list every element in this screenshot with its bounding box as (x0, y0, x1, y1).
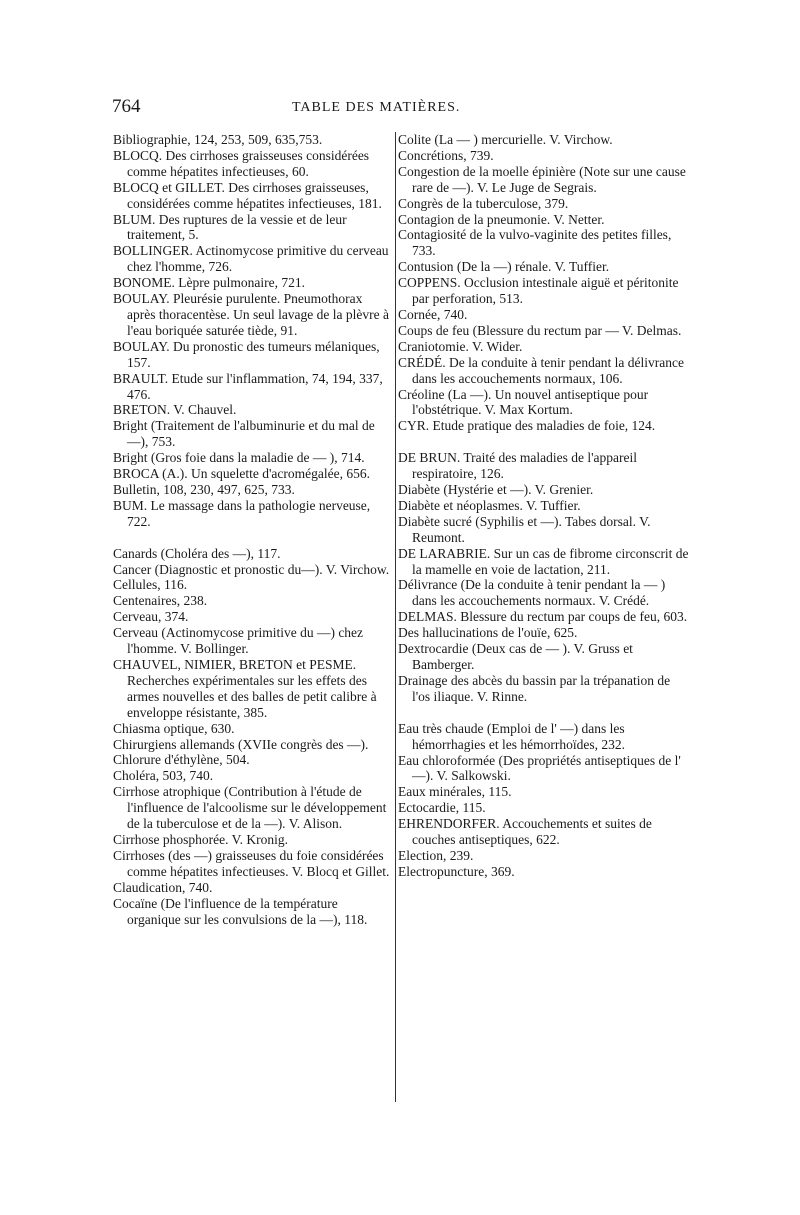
index-entry: Ectocardie, 115. (398, 800, 486, 816)
index-entry: Chiasma optique, 630. (113, 720, 235, 736)
running-title: TABLE DES MATIÈRES. (292, 100, 461, 115)
index-entry: Délivrance (De la conduite à tenir pendant la — ) dans les accouchements normaux. V. Crédé. (398, 577, 666, 609)
index-entry: Des hallucinations de l'ouïe, 625. (398, 625, 578, 641)
index-entry: COPPENS. Occlusion intestinale aiguë et péritonite par perforation, 513. (398, 275, 679, 307)
index-entry: BOULAY. Pleurésie purulente. Pneumothorax après thoracentèse. Un seul lavage de la plèvre à l'eau boriquée saturée tiède, 91. (113, 291, 389, 338)
index-entry: Diabète (Hystérie et —). V. Grenier. (398, 482, 594, 498)
index-entry: Congestion de la moelle épinière (Note sur une cause rare de —). V. Le Juge de Segrais. (398, 163, 686, 195)
index-entry: Cornée, 740. (398, 306, 468, 322)
index-entry: Election, 239. (398, 847, 474, 863)
index-entry: Contusion (De la —) rénale. V. Tuffier. (398, 259, 610, 275)
index-entry: BOLLINGER. Actinomycose primitive du cerveau chez l'homme, 726. (113, 243, 389, 275)
index-entry: BLUM. Des ruptures de la vessie et de leur traitement, 5. (113, 211, 347, 243)
index-entry: Bulletin, 108, 230, 497, 625, 733. (113, 481, 295, 497)
index-entry: Cirrhose phosphorée. V. Kronig. (113, 831, 288, 847)
page-header (112, 96, 692, 120)
index-entry: Cerveau, 374. (113, 609, 189, 625)
index-entry: CYR. Etude pratique des maladies de foie, 124. (398, 418, 656, 434)
index-entry: Electropuncture, 369. (398, 863, 515, 879)
index-entry: Diabète et néoplasmes. V. Tuffier. (398, 497, 581, 513)
index-entry: BONOME. Lèpre pulmonaire, 721. (113, 275, 305, 291)
section-gap (113, 530, 393, 546)
section-gap (398, 434, 690, 450)
index-entry: DELMAS. Blessure du rectum par coups de feu, 603. (398, 609, 688, 625)
index-entry: Canards (Choléra des —), 117. (113, 545, 281, 561)
index-entry: BROCA (A.). Un squelette d'acromégalée, 656. (113, 466, 370, 482)
index-entry: Colite (La — ) mercurielle. V. Virchow. (398, 132, 613, 147)
index-entry: Centenaires, 238. (113, 593, 208, 609)
section-gap (398, 705, 690, 721)
index-entry: Bibliographie, 124, 253, 509, 635,753. (113, 132, 323, 147)
index-entry: BOULAY. Du pronostic des tumeurs mélaniques, 157. (113, 338, 380, 370)
index-entry: Coups de feu (Blessure du rectum par — V. Delmas. (398, 322, 682, 338)
column-divider (395, 132, 396, 1102)
index-entry: Congrès de la tuberculose, 379. (398, 195, 569, 211)
index-entry: Cocaïne (De l'influence de la température organique sur les convulsions de la —), 118. (113, 895, 368, 927)
index-entry: Choléra, 503, 740. (113, 768, 214, 784)
index-entry: DE LARABRIE. Sur un cas de fibrome circonscrit de la mamelle en voie de lactation, 211. (398, 545, 689, 577)
index-entry: Drainage des abcès du bassin par la trépanation de l'os iliaque. V. Rinne. (398, 672, 671, 704)
index-entry: Chlorure d'éthylène, 504. (113, 752, 250, 768)
index-entry: Bright (Gros foie dans la maladie de — ), 714. (113, 450, 365, 466)
index-entry: BLOCQ. Des cirrhoses graisseuses considérées comme hépatites infectieuses, 60. (113, 147, 370, 179)
index-entry: Eaux minérales, 115. (398, 784, 512, 800)
index-entry: BUM. Le massage dans la pathologie nerveuse, 722. (113, 497, 371, 529)
index-entry: Craniotomie. V. Wider. (398, 338, 523, 354)
index-entry: Dextrocardie (Deux cas de — ). V. Gruss et Bamberger. (398, 641, 633, 672)
index-entry: Cerveau (Actinomycose primitive du —) chez l'homme. V. Bollinger. (113, 625, 364, 657)
index-entry: Contagiosité de la vulvo-vaginite des petites filles, 733. (398, 227, 672, 259)
index-entry: Claudication, 740. (113, 879, 213, 895)
index-entry: Eau très chaude (Emploi de l' —) dans les hémorrhagies et les hémorrhoïdes, 232. (398, 720, 625, 752)
index-entry: CHAUVEL, NIMIER, BRETON et PESME. Recherches expérimentales sur les effets des armes nouvelles et des balles de petit calibre à enveloppe résistante, 385. (113, 657, 377, 720)
right-column (398, 132, 690, 880)
index-entry: Cancer (Diagnostic et pronostic du—). V. Virchow. (113, 561, 390, 577)
index-entry: Contagion de la pneumonie. V. Netter. (398, 211, 605, 227)
index-entry: Cirrhoses (des —) graisseuses du foie considérées comme hépatites infectieuses. V. Blocq et Gillet. (113, 847, 390, 879)
index-entry: EHRENDORFER. Accouchements et suites de couches antiseptiques, 622. (398, 816, 652, 848)
page-number: 764 (112, 96, 141, 117)
index-entry: Cellules, 116. (113, 577, 188, 593)
index-entry: Concrétions, 739. (398, 147, 494, 163)
index-entry: DE BRUN. Traité des maladies de l'appareil respiratoire, 126. (398, 450, 638, 482)
index-entry: Diabète sucré (Syphilis et —). Tabes dorsal. V. Reumont. (398, 513, 651, 545)
index-entry: BLOCQ et GILLET. Des cirrhoses graisseuses, considérées comme hépatites infectieuses, 181. (113, 179, 382, 211)
index-entry: Chirurgiens allemands (XVIIe congrès des —). (113, 736, 369, 752)
index-entry: BRETON. V. Chauvel. (113, 402, 237, 418)
index-entry: Eau chloroformée (Des propriétés antiseptiques de l' —). V. Salkowski. (398, 752, 681, 784)
index-entry: Bright (Traitement de l'albuminurie et du mal de —), 753. (113, 418, 375, 450)
index-entry: Cirrhose atrophique (Contribution à l'étude de l'influence de l'alcoolisme sur le développement de la tuberculose et de la —). V. Alison. (113, 784, 387, 832)
index-entry: BRAULT. Etude sur l'inflammation, 74, 194, 337, 476. (113, 370, 383, 402)
left-column (113, 132, 393, 927)
index-entry: Créoline (La —). Un nouvel antiseptique pour l'obstétrique. V. Max Kortum. (398, 386, 649, 418)
index-entry: CRÉDÉ. De la conduite à tenir pendant la délivrance dans les accouchements normaux, 106. (398, 354, 685, 386)
